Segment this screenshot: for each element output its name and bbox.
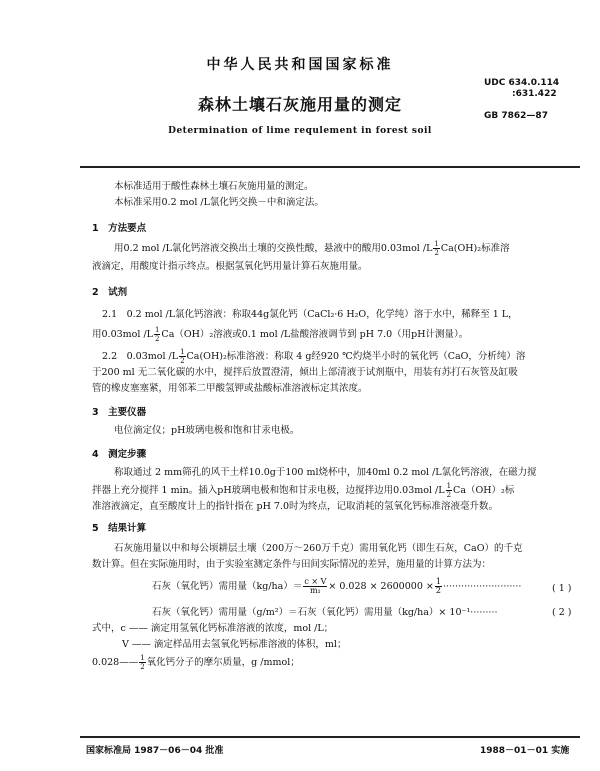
top-rule (80, 166, 580, 168)
frac-den: m₁ (309, 586, 321, 595)
section-1-line-2: 液滴定，用酸度计指示终点。根据氢氧化钙用量计算石灰施用量。 (92, 261, 368, 272)
udc-line-1: UDC 634.0.114 (484, 78, 560, 88)
frac-num: 1 (435, 577, 441, 586)
text: Ca(OH)₂标准溶液：称取 4 g经920 ℃灼烧半小时的氧化钙（CaO，分析纯）溶 (186, 351, 526, 362)
fraction-half (139, 654, 145, 671)
calc-line-2: 数计算。但在实际施用时，由于实验室测定条件与田间实际情况的差异，施用量的计算方法为： (92, 559, 492, 570)
calc-line-1: 石灰施用量以中和每公顷耕层土壤（200万～260万千克）需用氧化钙（即生石灰，CaO）的千克 (114, 543, 523, 554)
formula-2-number: ( 2 ) (552, 607, 572, 618)
text: 0.028—— (92, 657, 139, 668)
frac-den: 2 (446, 491, 452, 499)
approval-date: 国家标准局 1987－06－04 批准 (86, 746, 224, 756)
bottom-rule (80, 736, 580, 738)
section-5-heading: 5 结果计算 (92, 523, 147, 534)
text: 氧化钙分子的摩尔质量，g /mmol； (146, 657, 300, 668)
procedure-line-3: 准溶液滴定，直至酸度计上的指针指在 pH 7.0时为终点，记取消耗的氢氧化钙标准溶液毫升数。 (92, 501, 499, 512)
text: Ca（OH）₂溶液或0.1 mol /L盐酸溶液调节到 pH 7.0（用pH计测量）。 (161, 329, 469, 340)
fraction-half (433, 240, 439, 257)
frac-num: 1 (154, 326, 160, 334)
formula-1-mid: × 0.028 × 2600000 × (328, 581, 434, 592)
frac-num: 1 (446, 482, 452, 490)
frac-num: 1 (140, 654, 145, 662)
instruments-line: 电位滴定仪；pH玻璃电极和饱和甘汞电极。 (114, 425, 300, 436)
formula-1-lhs: 石灰（氧化钙）需用量（kg/ha）＝ (152, 581, 303, 592)
english-title: Determination of lime requlement in forest soil (168, 126, 432, 136)
reagent-2-1-line-1: 2.1 0.2 mol /L氯化钙溶液：称取44g氯化钙（CaCl₂·6 H₂O，化学纯）溶于水中，稀释至 1 L， (102, 309, 518, 320)
fraction-half (446, 482, 452, 499)
formula-1-fraction (303, 578, 327, 595)
dot-leader: ·························· (442, 581, 522, 592)
frac-den: 2 (154, 335, 160, 343)
frac-num: c × V (304, 577, 327, 586)
gb-number: GB 7862—87 (484, 111, 548, 121)
udc-line-2: :631.422 (512, 89, 557, 99)
section-1-line-1 (114, 240, 510, 257)
section-4-heading: 4 测定步骤 (92, 449, 147, 460)
where-molar-mass (92, 654, 300, 671)
formula-2: 石灰（氧化钙）需用量（g/m²）＝石灰（氧化钙）需用量（kg/ha）× 10⁻¹········· (152, 607, 498, 618)
text: 用0.03mol /L (92, 329, 153, 340)
frac-num: 1 (434, 240, 439, 248)
reagent-2-2-line-2: 于200 ml 无二氧化碳的水中，搅拌后放置澄清，倾出上部清液于试剂瓶中，用装有苏打石灰管及缸吸 (92, 367, 518, 378)
section-1-heading: 1 方法要点 (92, 223, 147, 234)
frac-den: 2 (435, 586, 441, 595)
reagent-2-1-line-2 (92, 326, 468, 343)
text: 用0.2 mol /L氯化钙溶液交换出土壤的交换性酸，悬液中的酸用0.03mol /L (114, 243, 433, 254)
frac-den: 2 (434, 249, 439, 257)
fraction-half (154, 326, 160, 343)
frac-den: 2 (180, 357, 185, 365)
formula-1-number: ( 1 ) (552, 583, 572, 594)
reagent-2-2-line-1 (102, 348, 525, 365)
section-3-heading: 3 主要仪器 (92, 407, 147, 418)
frac-den: 2 (140, 663, 145, 671)
country-standard-heading: 中华人民共和国国家标准 (206, 57, 394, 73)
text: Ca（OH）₂标 (453, 485, 515, 496)
formula-1 (152, 578, 521, 595)
intro-scope: 本标准适用于酸性森林土壤石灰施用量的测定。 (114, 181, 314, 192)
formula-1-half (435, 578, 442, 595)
procedure-line-2 (92, 482, 514, 499)
document-title: 森林土壤石灰施用量的测定 (197, 95, 402, 114)
text: 2.2 0.03mol /L (102, 351, 179, 362)
where-v: V —— 滴定样品用去氢氧化钙标准溶液的体积，ml； (122, 639, 347, 650)
procedure-line-1: 称取通过 2 mm筛孔的风干土样10.0g于100 ml烧杯中，加40ml 0.2 mol /L氯化钙溶液，在磁力搅 (114, 467, 537, 478)
reagent-2-2-line-3: 管的橡皮塞塞紧，用邻苯二甲酸氢钾或盐酸标准溶液标定其浓度。 (92, 383, 368, 394)
section-2-heading: 2 试剂 (92, 287, 128, 298)
text: 拌器上充分搅拌 1 min。插入pH玻璃电极和饱和甘汞电极，边搅拌边用0.03mol /L (92, 485, 445, 496)
intro-method: 本标准采用0.2 mol /L氯化钙交换－中和滴定法。 (114, 197, 324, 208)
where-c: 式中，c —— 滴定用氢氧化钙标准溶液的浓度，mol /L； (92, 623, 334, 634)
text: Ca(OH)₂标准溶 (440, 243, 510, 254)
fraction-half (179, 348, 185, 365)
frac-num: 1 (180, 348, 185, 356)
implementation-date: 1988－01－01 实施 (480, 746, 570, 756)
